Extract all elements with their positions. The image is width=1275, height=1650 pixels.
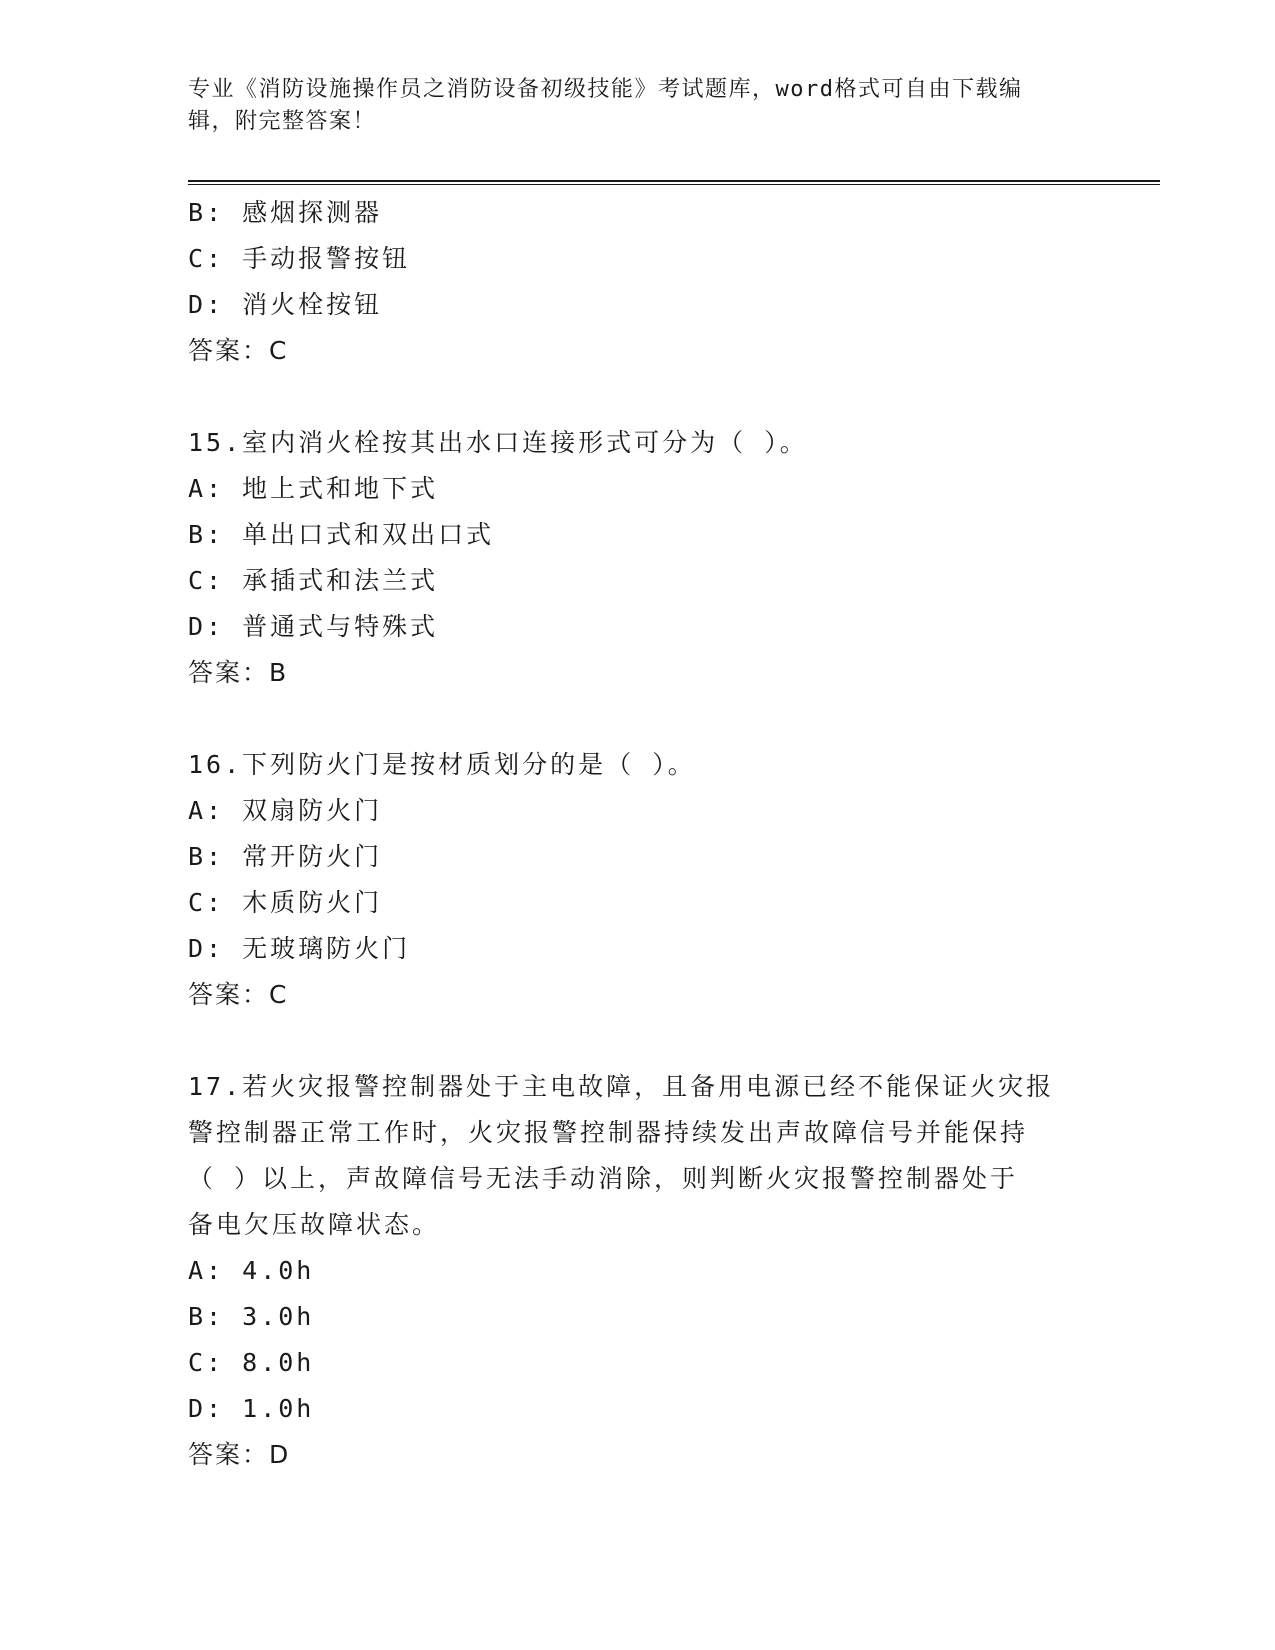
spacer <box>188 374 1088 420</box>
option-a: A: 4.0h <box>188 1256 315 1285</box>
option-b: B: 单出口式和双出口式 <box>188 520 495 549</box>
option-c: C: 手动报警按钮 <box>188 244 411 273</box>
question-stem: 15.室内消火栓按其出水口连接形式可分为（ ）。 <box>188 428 808 457</box>
question-stem-line-3: （ ）以上，声故障信号无法手动消除，则判断火灾报警控制器处于 <box>188 1164 1019 1193</box>
question-block-16 <box>188 742 1088 1018</box>
question-stem: 16.下列防火门是按材质划分的是（ ）。 <box>188 750 696 779</box>
question-stem-line-1: 17.若火灾报警控制器处于主电故障，且备用电源已经不能保证火灾报 <box>188 1072 1055 1101</box>
option-c: C: 8.0h <box>188 1348 315 1377</box>
answer-line: 答案：B <box>188 658 289 687</box>
option-c: C: 承插式和法兰式 <box>188 566 439 595</box>
header-line-2: 辑，附完整答案！ <box>188 109 377 134</box>
option-b: B: 感烟探测器 <box>188 198 383 227</box>
answer-line: 答案：D <box>188 1440 291 1469</box>
question-block-14 <box>188 190 1088 374</box>
spacer <box>188 696 1088 742</box>
spacer <box>188 1018 1088 1064</box>
option-b: B: 常开防火门 <box>188 842 383 871</box>
question-stem-line-4: 备电欠压故障状态。 <box>188 1210 441 1239</box>
answer-line: 答案：C <box>188 980 289 1009</box>
option-a: A: 双扇防火门 <box>188 796 383 825</box>
question-content <box>188 190 1088 1478</box>
header-line-1: 专业《消防设施操作员之消防设备初级技能》考试题库，word格式可自由下载编 <box>188 77 1023 102</box>
option-d: D: 1.0h <box>188 1394 315 1423</box>
page-header <box>188 74 1068 138</box>
option-a: A: 地上式和地下式 <box>188 474 439 503</box>
option-d: D: 无玻璃防火门 <box>188 934 411 963</box>
answer-line: 答案：C <box>188 336 289 365</box>
question-block-15 <box>188 420 1088 696</box>
option-b: B: 3.0h <box>188 1302 315 1331</box>
option-c: C: 木质防火门 <box>188 888 383 917</box>
option-d: D: 普通式与特殊式 <box>188 612 439 641</box>
option-d: D: 消火栓按钮 <box>188 290 383 319</box>
question-block-17 <box>188 1064 1088 1478</box>
header-divider <box>188 180 1160 185</box>
question-stem-line-2: 警控制器正常工作时，火灾报警控制器持续发出声故障信号并能保持 <box>188 1118 1029 1147</box>
